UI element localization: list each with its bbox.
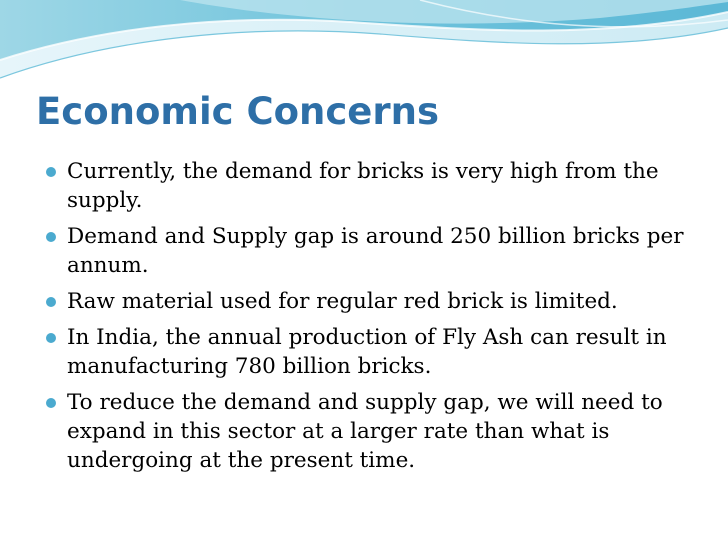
bullet-text: Demand and Supply gap is around 250 billion bricks per annum.: [67, 224, 684, 278]
bullet-dot-icon: [46, 297, 56, 307]
bullet-item: [46, 157, 706, 215]
bullet-item: [46, 222, 706, 280]
bullet-item: [46, 388, 706, 475]
bullet-text: In India, the annual production of Fly Ash can result in manufacturing 780 billion bricks.: [67, 325, 667, 379]
bullet-list: [46, 157, 706, 482]
bullet-dot-icon: [46, 167, 56, 177]
slide-title: Economic Concerns: [36, 90, 439, 133]
bullet-item: [46, 287, 706, 316]
header-wave-decoration: [0, 0, 728, 90]
bullet-item: [46, 323, 706, 381]
bullet-text: Raw material used for regular red brick is limited.: [67, 289, 618, 314]
bullet-dot-icon: [46, 333, 56, 343]
bullet-text: To reduce the demand and supply gap, we will need to expand in this sector at a larger rate than what is undergoing at the present time.: [67, 390, 663, 473]
bullet-dot-icon: [46, 232, 56, 242]
bullet-text: Currently, the demand for bricks is very high from the supply.: [67, 159, 659, 213]
bullet-dot-icon: [46, 398, 56, 408]
